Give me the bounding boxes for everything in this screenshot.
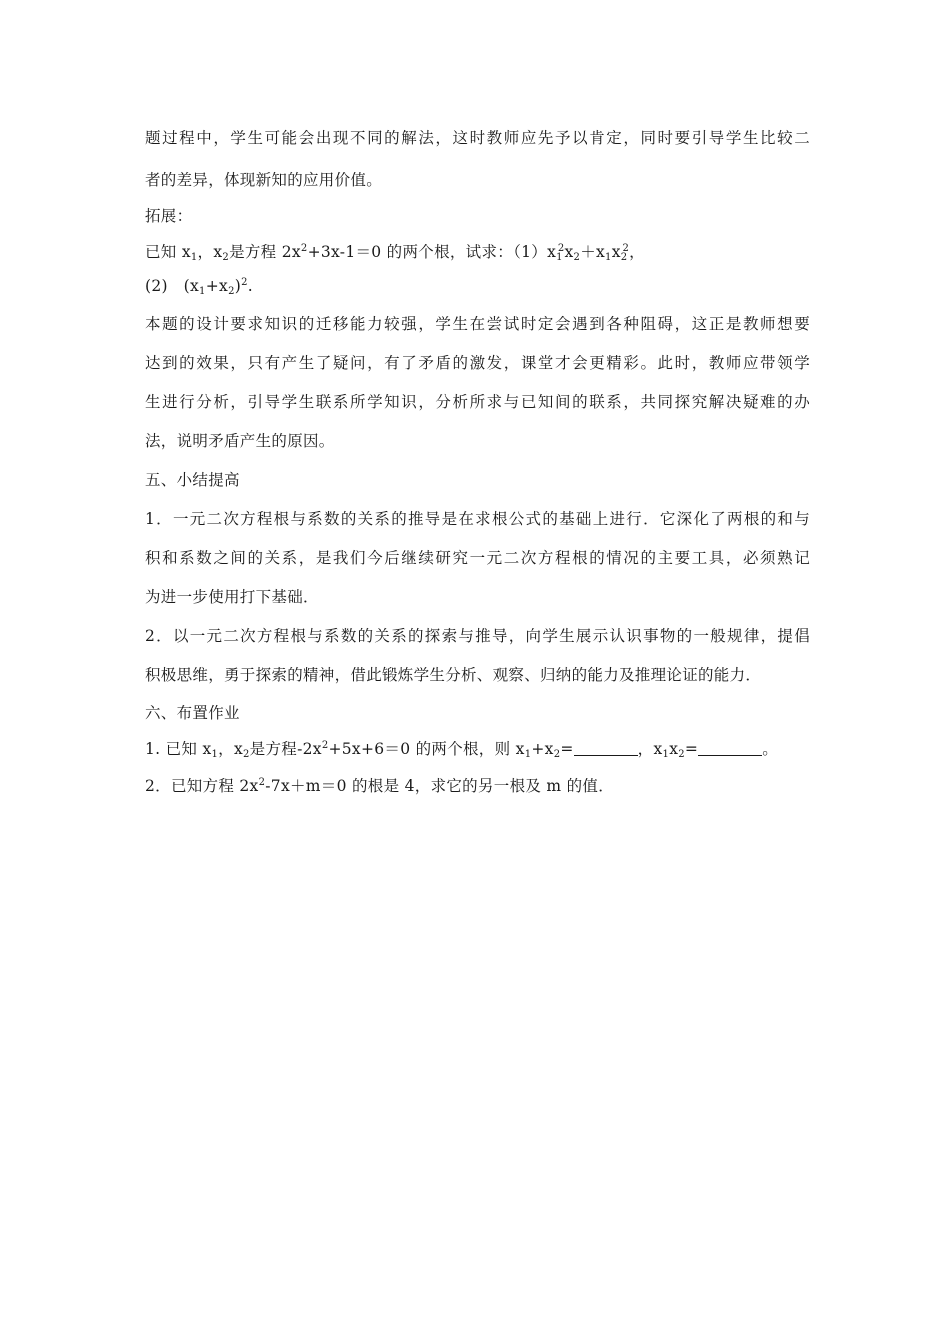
summary-item-2-line: 2．以一元二次方程根与系数的关系的探索与推导，向学生展示认识事物的一般规律，提倡 (145, 627, 810, 645)
superscript: 2 (258, 777, 266, 788)
subscript: 2 (553, 749, 561, 760)
subscript: 1 (199, 286, 206, 297)
paragraph-line: 达到的效果，只有产生了疑问，有了矛盾的激发，课堂才会更精彩。此时，教师应带领学 (145, 354, 810, 372)
section-5-heading: 五、小结提高 (145, 471, 240, 489)
text: 。 (762, 740, 779, 758)
text: . (247, 277, 253, 295)
homework-item-2 (145, 776, 614, 796)
paragraph-line: 者的差异，体现新知的应用价值。 (145, 171, 383, 189)
paragraph-line: 法，说明矛盾产生的原因。 (145, 432, 335, 450)
subscript: 1 (524, 749, 532, 760)
text: -7x＋m＝0 的根是 4，求它的另一根及 m 的值． (265, 777, 615, 795)
text: +x (531, 740, 554, 758)
subscript: 1 (211, 749, 219, 760)
text: ) (234, 277, 242, 295)
subscript: 2 (243, 749, 250, 760)
superscript: 2 (321, 740, 329, 751)
text: +5x+6＝0 的两个根，则 x (328, 740, 525, 758)
answer-blank-product[interactable] (698, 741, 762, 756)
paragraph-line: 本题的设计要求知识的迁移能力较强，学生在尝试时定会遇到各种阻碍，这正是教师想要 (145, 315, 810, 333)
text: +x (205, 277, 229, 295)
text: = (560, 740, 574, 758)
text: x (564, 243, 574, 261)
subscript: 2 (222, 252, 230, 263)
text: 是方程-2x (249, 740, 322, 758)
text: ，x (197, 243, 223, 261)
summary-item-1-line: 1．一元二次方程根与系数的关系的推导是在求根公式的基础上进行．它深化了两根的和与 (145, 510, 810, 528)
text: +3x-1＝0 的两个根，试求：（1）x (307, 243, 557, 261)
text: ，x (218, 740, 243, 758)
homework-item-1 (145, 739, 778, 759)
text: x (611, 243, 621, 261)
summary-item-1-line: 积和系数之间的关系，是我们今后继续研究一元二次方程根的情况的主要工具，必须熟记 (145, 549, 810, 567)
extension-part-2 (145, 276, 253, 296)
paragraph-line: 题过程中，学生可能会出现不同的解法，这时教师应先予以肯定，同时要引导学生比较二 (145, 129, 810, 147)
extension-heading: 拓展： (145, 207, 193, 225)
text: ＋x (580, 243, 606, 261)
subscript: 2 (573, 252, 581, 263)
text: 已知 x (145, 243, 191, 261)
text: (2) (x (145, 277, 200, 295)
section-6-heading: 六、布置作业 (145, 704, 240, 722)
subscript: 2 (228, 286, 235, 297)
subscript: 2 (620, 252, 628, 263)
text: 2．已知方程 2x (145, 777, 259, 795)
subscript: 2 (678, 749, 685, 760)
text: = (684, 740, 699, 758)
text: 是方程 2x (229, 243, 301, 261)
summary-item-2-line: 积极思维，勇于探索的精神，借此锻炼学生分析、观察、归纳的能力及推理论证的能力． (145, 666, 762, 684)
answer-blank-sum[interactable] (574, 741, 638, 756)
subscript: 1 (556, 252, 563, 263)
subscript: 1 (662, 749, 670, 760)
paragraph-line: 生进行分析，引导学生联系所学知识，分析所求与已知间的联系，共同探究解决疑难的办 (145, 393, 810, 411)
text: x (669, 740, 679, 758)
subscript: 1 (190, 252, 198, 263)
summary-item-1-line: 为进一步使用打下基础． (145, 588, 319, 606)
superscript: 2 (241, 277, 248, 288)
superscript: 2 (557, 243, 565, 254)
text: 1. 已知 x (145, 740, 212, 758)
subscript: 1 (605, 252, 612, 263)
superscript: 2 (622, 243, 630, 254)
text: ，x (637, 740, 663, 758)
superscript: 2 (300, 243, 308, 254)
extension-problem (145, 242, 645, 262)
text: ， (629, 243, 645, 261)
